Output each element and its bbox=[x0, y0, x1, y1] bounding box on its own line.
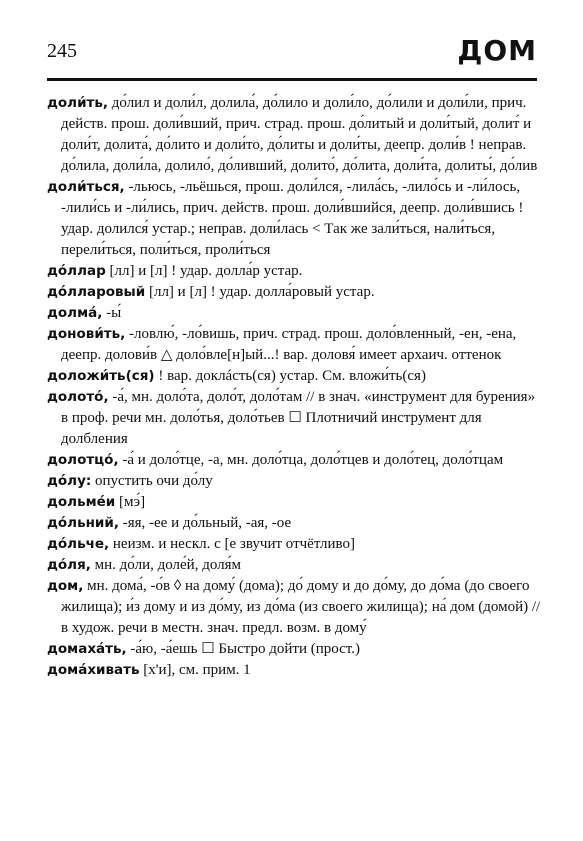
entry-headword: до́льний, bbox=[47, 515, 119, 531]
entry-text: [лл] и [л] ! удар. долла́ровый устар. bbox=[148, 284, 375, 300]
entry-text: опустить очи до́лу bbox=[95, 473, 213, 489]
dictionary-entry bbox=[47, 261, 543, 282]
entry-headword: дольме́и bbox=[47, 494, 116, 510]
entry-headword: доли́ть, bbox=[47, 95, 109, 111]
page-header bbox=[47, 28, 537, 76]
dictionary-entry bbox=[47, 282, 543, 303]
dictionary-entry bbox=[47, 366, 543, 387]
dictionary-entry bbox=[47, 324, 543, 366]
entry-headword: домаха́ть, bbox=[47, 641, 127, 657]
entry-headword: доли́ться, bbox=[47, 179, 125, 195]
dictionary-entry bbox=[47, 534, 543, 555]
entry-text: мн. до́ли, доле́й, доля́м bbox=[94, 557, 242, 573]
dictionary-entry bbox=[47, 576, 543, 639]
entry-headword: долото́, bbox=[47, 389, 109, 405]
running-head: ДОМ bbox=[457, 34, 537, 67]
entry-headword: долма́, bbox=[47, 305, 103, 321]
dictionary-entry bbox=[47, 387, 543, 450]
entry-headword: долотцо́, bbox=[47, 452, 119, 468]
dictionary-entry bbox=[47, 555, 543, 576]
entry-headword: до́лу: bbox=[47, 473, 92, 489]
entry-text: -льюсь, -льёшься, прош. доли́лся, -лила́сь, -лило́сь и -ли́лось, -лили́сь и -ли́лись, прич. действ. прош. доли́вшийся, деепр. доли́вшись ! удар. долился́ устар.; неправ. доли́лась < Так же зали́ться, нали́ться, перели́ться, поли́ться, проли́ться bbox=[61, 179, 524, 258]
entry-headword: до́лларовый bbox=[47, 284, 146, 300]
page-number: 245 bbox=[47, 40, 77, 62]
entry-text: -а́ и доло́тце, -а, мн. доло́тца, доло́тцев и доло́тец, доло́тцам bbox=[122, 452, 504, 468]
dictionary-entry bbox=[47, 177, 543, 261]
dictionary-entry bbox=[47, 492, 543, 513]
entry-text: [лл] и [л] ! удар. долла́р устар. bbox=[109, 263, 303, 279]
entries-column bbox=[47, 93, 543, 681]
entry-text: неизм. и нескл. с [е звучит отчётливо] bbox=[112, 536, 356, 552]
dictionary-entry bbox=[47, 93, 543, 177]
entry-headword: дом, bbox=[47, 578, 84, 594]
entry-text: [мэ́] bbox=[119, 494, 146, 510]
entry-text: -яя, -ее и до́льный, -ая, -ое bbox=[122, 515, 292, 531]
entry-text: -а́, мн. доло́та, доло́т, доло́там // в знач. «инструмент для бурения» в проф. речи мн. доло́тья, доло́тьев ☐ Плотничий инструмент для долбления bbox=[61, 389, 536, 447]
entry-text: до́лил и доли́л, долила́, до́лило и доли́ло, до́лили и доли́ли, прич. действ. прош. доли́вший, прич. страд. прош. до́литый и доли́тый, долит́ и доли́т, долита́, до́лито и доли́то, до́литы и доли́ты, деепр. доли́в ! неправ. до́лила, доли́ла, долило́, до́ливший, долито́, до́лита, доли́та, долиты́, до́лив bbox=[61, 95, 538, 174]
dictionary-entry bbox=[47, 471, 543, 492]
entry-headword: до́ллар bbox=[47, 263, 106, 279]
dictionary-entry bbox=[47, 639, 543, 660]
entry-text: мн. дома́, -о́в ◊ на дому́ (дома); до́ дому и до до́му, до до́ма (до своего жилища); и́з дому и из до́му, из до́ма (из своего жилища); на́ дом (домой) // в худож. речи в местн. знач. предл. возм. в дому́ bbox=[61, 578, 541, 636]
entry-headword: до́льче, bbox=[47, 536, 110, 552]
entry-text: ! вар. доклáсть(ся) устар. См. вложи́ть(ся) bbox=[158, 368, 426, 384]
entry-headword: донови́ть, bbox=[47, 326, 126, 342]
dictionary-entry bbox=[47, 513, 543, 534]
entry-text: -ы́ bbox=[106, 305, 122, 321]
entry-headword: дома́хивать bbox=[47, 662, 140, 678]
entry-headword: до́ля, bbox=[47, 557, 91, 573]
dictionary-entry bbox=[47, 660, 543, 681]
header-rule bbox=[47, 78, 537, 81]
entry-text: [х'и], см. прим. 1 bbox=[143, 662, 251, 678]
entry-text: -а́ю, -а́ешь ☐ Быстро дойти (прост.) bbox=[130, 641, 360, 657]
entry-text: -ловлю́, -ло́вишь, прич. страд. прош. доло́вленный, -ен, -ена, деепр. долови́в △ доло́вле[н]ый...! вар. доловя́ имеет архаич. оттенок bbox=[61, 326, 517, 363]
entry-headword: доложи́ть(ся) bbox=[47, 368, 155, 384]
dictionary-entry bbox=[47, 450, 543, 471]
dictionary-entry bbox=[47, 303, 543, 324]
